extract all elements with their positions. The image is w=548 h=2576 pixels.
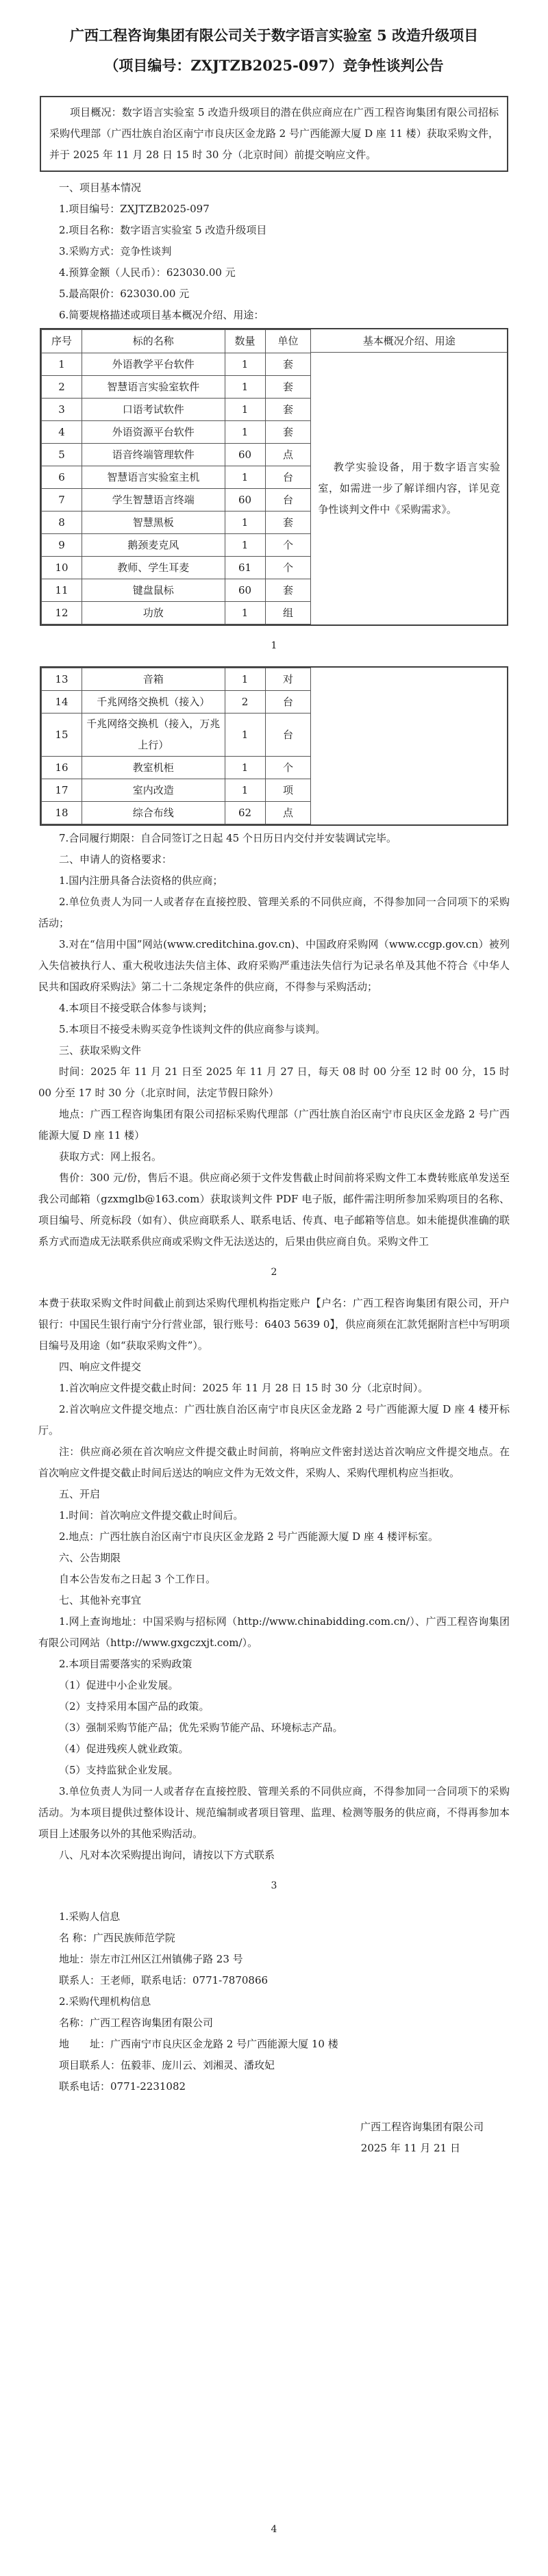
item-budget-amount: 4.预算金额（人民币）：623030.00 元 [59,266,236,279]
agency-address: 地 址：广西南宁市良庆区金龙路 2 号广西能源大厦 10 楼 [59,2038,338,2050]
goods-table-part1 [40,328,508,626]
cell-unit: 台 [265,714,311,757]
page-number-1: 1 [271,640,277,651]
signature-company: 广西工程咨询集团有限公司 [360,2121,484,2133]
policy-2: （2）支持采用本国产品的政策。 [59,1700,210,1713]
response-deadline: 1.首次响应文件提交截止时间：2025 年 11 月 28 日 15 时 30 分（北京时间）。 [59,1382,429,1394]
response-note: 注：供应商必须在首次响应文件提交截止时间前，将响应文件密封送达首次响应文件提交地点。在首次响应文件提交截止时间后送达的响应文件为无效文件，采购人、采购代理机构应当拒收。 [38,1445,510,1479]
obtain-docs-price-part1: 售价：300 元/份，售后不退。供应商必须于文件发售截止时间前将采购文件工本费转账底单发送至我公司邮箱（gzxmglb@163.com）获取谈判文件 PDF 电子版，邮件需注明所参加采购项目的名称、项目编号、所竞标段（如有）、供应商联系人、联系电话、传真、电子邮箱等信息。如未能提供准确的联系方式而造成无法联系供应商或采购文件无法送达的，后果由供应商自负。采购文件工 [38,1172,510,1248]
cell-unit: 套 [265,353,311,376]
qualification-item-2: 2.单位负责人为同一人或者存在直接控股、管理关系的不同供应商，不得参加同一合同项下的采购活动； [38,896,510,929]
table-row [42,444,311,466]
opening-place: 2.地点：广西壮族自治区南宁市良庆区金龙路 2 号广西能源大厦 D 座 4 楼评标室。 [59,1530,439,1543]
obtain-docs-price-part2: 本费于获取采购文件时间截止前到达采购代理机构指定账户【户名：广西工程咨询集团有限公司，开户银行：中国民生银行南宁分行营业部，银行账号：6403 5639 0】，供应商须在汇款凭据附言栏中写明项目编号及用途（如“获取采购文件”）。 [38,1297,510,1352]
cell-qty: 60 [225,579,265,602]
cell-qty: 1 [225,534,265,557]
cell-qty: 1 [225,353,265,376]
qualification-item-3: 3.对在“信用中国”网站(www.creditchina.gov.cn)、中国政府采购网（www.ccgp.gov.cn）被列入失信被执行人、重大税收违法失信主体、政府采购严重违法失信行为记录名单及其他不符合《中华人民共和国政府采购法》第二十二条规定条件的供应商，不得参与采购活动； [38,938,510,993]
goods-description-cell [311,353,507,624]
header-unit: 单位 [265,330,311,353]
section-announcement-period-heading: 六、公告期限 [59,1552,121,1564]
cell-no: 9 [42,534,82,557]
table-row [42,466,311,489]
cell-no: 15 [42,714,82,757]
obtain-docs-method: 获取方式：网上报名。 [59,1150,162,1163]
cell-name: 智慧语言实验室主机 [82,466,225,489]
section-obtain-docs-heading: 三、获取采购文件 [59,1044,142,1057]
goods-table-description-column-empty [310,668,507,824]
table-row [42,579,311,602]
table-row [42,802,311,824]
goods-description-cell-empty [311,668,507,824]
cell-qty: 60 [225,489,265,512]
goods-table-part2 [40,666,508,826]
item-spec-intro: 6.简要规格描述或项目基本概况介绍、用途： [59,309,264,321]
project-overview-text: 项目概况：数字语言实验室 5 改造升级项目的潜在供应商应在广西工程咨询集团有限公司招标采购代理部（广西壮族自治区南宁市良庆区金龙路 2 号广西能源大厦 D 座 11 楼）获取采购文件，并于 2025 年 11 月 28 日 15 时 30 分（北京时间）前提交响应文件。 [49,106,499,161]
title-line-2: （项目编号：ZXJTZB2025-097）竞争性谈判公告 [104,57,444,74]
cell-name: 语音终端管理软件 [82,444,225,466]
cell-name: 千兆网络交换机（接入，万兆上行） [82,714,225,757]
table-row [42,691,311,714]
other-matters-query-urls: 1.网上查询地址：中国采购与招标网（http://www.chinabidding.com.cn/）、广西工程咨询集团有限公司网站（http://www.gxgczxjt.com/）。 [38,1615,510,1649]
cell-no: 17 [42,779,82,802]
cell-name: 学生智慧语言终端 [82,489,225,512]
cell-qty: 1 [225,512,265,534]
goods-table-part1-grid [41,329,311,624]
table-row [42,779,311,802]
item-project-name: 2.项目名称：数字语言实验室 5 改造升级项目 [59,224,267,236]
cell-no: 5 [42,444,82,466]
response-place: 2.首次响应文件提交地点：广西壮族自治区南宁市良庆区金龙路 2 号广西能源大厦 D 座 4 楼开标厅。 [38,1403,510,1437]
agency-phone: 联系电话：0771-2231082 [59,2080,186,2093]
cell-no: 12 [42,602,82,624]
section-other-matters-heading: 七、其他补充事宜 [59,1594,142,1606]
cell-unit: 个 [265,534,311,557]
item-procurement-method: 3.采购方式：竞争性谈判 [59,245,172,257]
cell-no: 10 [42,557,82,579]
project-overview-box [40,96,508,172]
cell-no: 16 [42,757,82,779]
obtain-docs-place: 地点：广西工程咨询集团有限公司招标采购代理部（广西壮族自治区南宁市良庆区金龙路 2 号广西能源大厦 D 座 11 楼） [38,1108,510,1141]
cell-qty: 1 [225,399,265,421]
section-opening-heading: 五、开启 [59,1488,101,1500]
signature-date: 2025 年 11 月 21 日 [360,2142,460,2154]
section-basic-info-heading: 一、项目基本情况 [59,181,142,194]
section-inquiry-heading: 八、凡对本次采购提出询问，请按以下方式联系 [59,1849,275,1861]
table-row [42,489,311,512]
cell-unit: 台 [265,466,311,489]
title-line-1: 广西工程咨询集团有限公司关于数字语言实验室 5 改造升级项目 [69,27,479,44]
agency-info-heading: 2.采购代理机构信息 [59,1995,151,2008]
cell-unit: 套 [265,399,311,421]
table-row [42,353,311,376]
cell-qty: 1 [225,602,265,624]
cell-qty: 1 [225,466,265,489]
qualification-item-1: 1.国内注册具备合法资格的供应商； [59,874,223,887]
cell-unit: 对 [265,668,311,691]
cell-qty: 1 [225,779,265,802]
table-row [42,421,311,444]
cell-no: 6 [42,466,82,489]
cell-qty: 60 [225,444,265,466]
cell-no: 3 [42,399,82,421]
cell-no: 7 [42,489,82,512]
opening-time: 1.时间：首次响应文件提交截止时间后。 [59,1509,244,1521]
policy-5: （5）支持监狱企业发展。 [59,1764,179,1776]
cell-no: 14 [42,691,82,714]
table-row [42,534,311,557]
item-contract-period: 7.合同履行期限：自合同签订之日起 45 个日历日内交付并安装调试完毕。 [59,832,397,844]
goods-description-text: 教学实验设备，用于数字语言实验室，如需进一步了解详细内容，详见竞争性谈判文件中《采购需求》。 [318,461,500,516]
header-name: 标的名称 [82,330,225,353]
buyer-info-heading: 1.采购人信息 [59,1910,121,1923]
table-row [42,602,311,624]
cell-no: 2 [42,376,82,399]
policy-4: （4）促进残疾人就业政策。 [59,1743,189,1755]
cell-name: 外语教学平台软件 [82,353,225,376]
cell-unit: 台 [265,691,311,714]
obtain-docs-time: 时间：2025 年 11 月 21 日至 2025 年 11 月 27 日，每天 08 时 00 分至 12 时 00 分，15 时 00 分至 17 时 30 分（北京时间，法定节假日除外） [38,1065,510,1099]
cell-qty: 1 [225,421,265,444]
cell-no: 1 [42,353,82,376]
table-row [42,557,311,579]
qualification-item-4: 4.本项目不接受联合体参与谈判； [59,1002,213,1014]
cell-name: 智慧语言实验室软件 [82,376,225,399]
header-qty: 数量 [225,330,265,353]
cell-name: 音箱 [82,668,225,691]
cell-unit: 组 [265,602,311,624]
table-row [42,376,311,399]
header-no: 序号 [42,330,82,353]
page-number-4: 4 [271,2524,277,2535]
policy-1: （1）促进中小企业发展。 [59,1679,179,1691]
cell-unit: 点 [265,444,311,466]
cell-no: 4 [42,421,82,444]
item-project-number: 1.项目编号：ZXJTZB2025-097 [59,203,210,215]
cell-unit: 套 [265,421,311,444]
table-row [42,399,311,421]
cell-name: 功放 [82,602,225,624]
page4-blank-space [38,2159,510,2510]
header-description: 基本概况介绍、用途 [311,329,507,353]
cell-qty: 61 [225,557,265,579]
buyer-contact: 联系人：王老师，联系电话：0771-7870866 [59,1974,269,1986]
cell-qty: 62 [225,802,265,824]
buyer-name: 名 称：广西民族师范学院 [59,1932,175,1944]
cell-qty: 1 [225,714,265,757]
cell-name: 智慧黑板 [82,512,225,534]
cell-name: 教师、学生耳麦 [82,557,225,579]
cell-name: 千兆网络交换机（接入） [82,691,225,714]
qualification-item-5: 5.本项目不接受未购买竞争性谈判文件的供应商参与谈判。 [59,1023,326,1035]
agency-name: 名称：广西工程咨询集团有限公司 [59,2017,214,2029]
page-number-3: 3 [271,1880,277,1891]
buyer-address: 地址：崇左市江州区江州镇佛子路 23 号 [59,1953,243,1965]
section-response-heading: 四、响应文件提交 [59,1361,142,1373]
cell-unit: 套 [265,376,311,399]
cell-name: 外语资源平台软件 [82,421,225,444]
cell-unit: 点 [265,802,311,824]
cell-qty: 1 [225,757,265,779]
cell-no: 11 [42,579,82,602]
cell-unit: 项 [265,779,311,802]
section-qualification-heading: 二、申请人的资格要求： [59,853,173,866]
cell-unit: 个 [265,557,311,579]
cell-qty: 2 [225,691,265,714]
page-number-2: 2 [271,1267,277,1278]
cell-no: 13 [42,668,82,691]
table-row [42,668,311,691]
cell-unit: 套 [265,512,311,534]
cell-name: 教室机柜 [82,757,225,779]
table-row [42,512,311,534]
other-matters-policies-heading: 2.本项目需要落实的采购政策 [59,1658,192,1670]
goods-table-part2-grid [41,668,311,824]
document-title [38,21,510,81]
table-row [42,714,311,757]
announcement-period-body: 自本公告发布之日起 3 个工作日。 [59,1573,216,1585]
goods-table-description-column [310,329,507,624]
other-matters-item-3: 3.单位负责人为同一人或者存在直接控股、管理关系的不同供应商，不得参加同一合同项下的采购活动。为本项目提供过整体设计、规范编制或者项目管理、监理、检测等服务的供应商，不得再参加本项目上述服务以外的其他采购活动。 [38,1785,510,1840]
cell-name: 鹅颈麦克风 [82,534,225,557]
cell-qty: 1 [225,668,265,691]
table-row [42,757,311,779]
cell-qty: 1 [225,376,265,399]
cell-name: 口语考试软件 [82,399,225,421]
cell-unit: 套 [265,579,311,602]
policy-3: （3）强制采购节能产品；优先采购节能产品、环境标志产品。 [59,1721,343,1734]
agency-contacts: 项目联系人：伍毅菲、庞川云、刘湘灵、潘玫妃 [59,2059,275,2071]
cell-name: 室内改造 [82,779,225,802]
cell-no: 8 [42,512,82,534]
goods-table-header-row [42,330,311,353]
cell-name: 综合布线 [82,802,225,824]
cell-unit: 个 [265,757,311,779]
cell-unit: 台 [265,489,311,512]
cell-no: 18 [42,802,82,824]
item-max-price: 5.最高限价：623030.00 元 [59,288,190,300]
cell-name: 键盘鼠标 [82,579,225,602]
